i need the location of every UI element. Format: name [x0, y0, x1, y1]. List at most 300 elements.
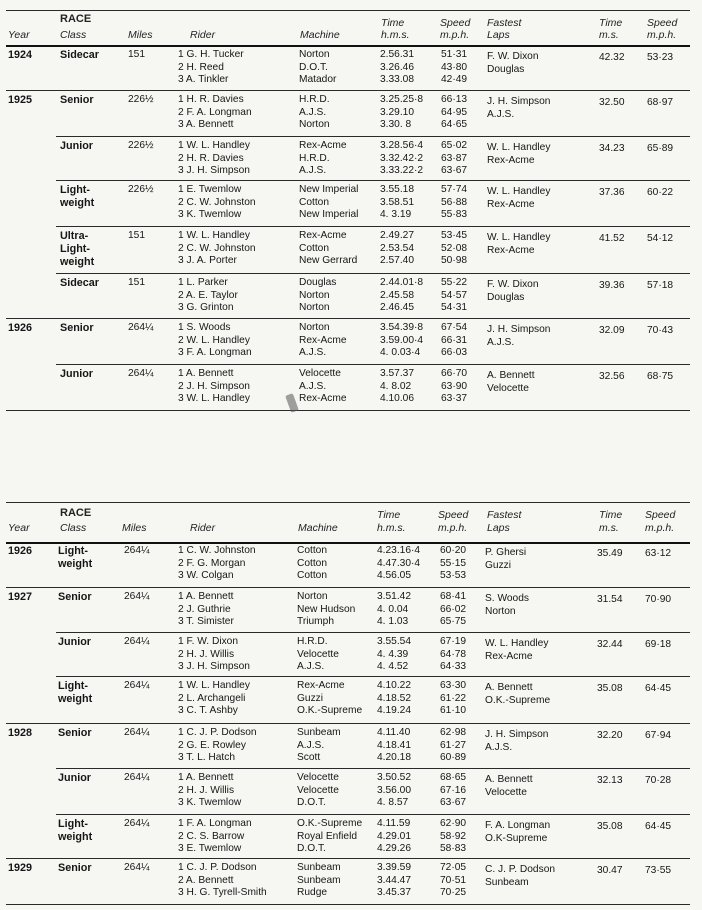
header-time: Time [377, 509, 401, 521]
race-class [58, 772, 118, 785]
result-rider: 2 H. J. Willis [178, 784, 235, 796]
result-rider: 1 G. H. Tucker [178, 49, 244, 60]
race-class-part: weight [58, 831, 93, 843]
header-race: RACE [60, 507, 92, 519]
result-time: 4.11.59 [377, 818, 411, 829]
race-year: 1925 [8, 94, 33, 106]
result-time: 3.33.22·2 [380, 165, 424, 176]
fastest-lap-machine: Sunbeam [485, 876, 529, 888]
header-miles: Miles [128, 29, 153, 41]
race-class [60, 49, 120, 62]
result-machine: D.O.T. [299, 61, 328, 73]
result-speed: 72·05 [440, 862, 467, 873]
result-time: 3.57.37 [380, 368, 414, 379]
race-class [60, 94, 120, 107]
result-machine: A.J.S. [299, 165, 327, 176]
race-class-part: Light- [58, 545, 88, 557]
fastest-lap-machine: Douglas [487, 63, 525, 75]
result-speed: 66·02 [440, 603, 467, 615]
race-miles: 264¼ [124, 680, 150, 691]
result-time: 4.18.52 [377, 692, 411, 704]
result-rider: 2 F. A. Longman [178, 106, 252, 118]
header-lap-time: Time [599, 509, 623, 521]
result-speed: 53·53 [440, 570, 467, 581]
result-machine: A.J.S. [299, 347, 327, 358]
header-lap-speed: Speed [645, 509, 676, 521]
result-machine: A.J.S. [297, 739, 325, 751]
result-machine: Norton [299, 322, 330, 333]
fastest-lap-speed: 70·43 [647, 325, 674, 336]
header-year: Year [8, 29, 30, 41]
result-speed: 54·57 [441, 289, 468, 301]
race-class-part: weight [58, 558, 93, 570]
result-time: 4.29.26 [377, 843, 411, 854]
result-speed: 70·51 [440, 874, 467, 886]
group-rule [56, 676, 690, 677]
result-speed: 43·80 [441, 61, 468, 73]
fastest-lap-time: 39.36 [599, 280, 625, 291]
result-machine: Cotton [297, 557, 328, 569]
fastest-lap-speed: 68·75 [647, 371, 674, 382]
fastest-lap-speed: 67·94 [645, 730, 672, 741]
fastest-lap-time: 32.50 [599, 97, 625, 108]
result-time: 4.20.18 [377, 752, 411, 763]
fastest-lap-speed: 73·55 [645, 865, 672, 876]
header-speed-unit: m.p.h. [438, 522, 468, 534]
result-time: 3.29.10 [380, 106, 414, 118]
fastest-lap-rider: A. Bennett [485, 682, 533, 693]
result-time: 3.45.37 [377, 887, 411, 898]
header-rule [6, 542, 690, 544]
header-race: RACE [60, 13, 92, 25]
race-class-part: weight [58, 693, 93, 705]
result-machine: Norton [297, 591, 328, 602]
fastest-lap-speed: 69·18 [645, 639, 672, 650]
fastest-lap-speed: 65·89 [647, 143, 674, 154]
result-time: 3.54.39·8 [380, 322, 424, 333]
race-miles: 264¼ [128, 368, 154, 379]
fastest-lap-rider: W. L. Handley [487, 142, 551, 153]
group-rule [56, 273, 690, 274]
race-class-part: Junior [60, 368, 93, 380]
race-class-part: Senior [58, 862, 92, 874]
race-class [60, 230, 120, 269]
header-year: Year [8, 522, 30, 534]
result-speed: 55·15 [440, 557, 467, 569]
header-speed: Speed [440, 17, 471, 29]
result-time: 3.25.25·8 [380, 94, 424, 105]
fastest-lap-speed: 68·97 [647, 97, 674, 108]
result-speed: 63·37 [441, 393, 468, 404]
result-time: 4.11.40 [377, 727, 411, 738]
result-time: 3.55.18 [380, 184, 414, 195]
result-speed: 68·41 [440, 591, 467, 602]
result-speed: 64·33 [440, 661, 467, 672]
result-machine: H.R.D. [299, 94, 330, 105]
fastest-lap-time: 34.23 [599, 143, 625, 154]
fastest-lap-machine: Rex-Acme [487, 154, 535, 166]
header-rider: Rider [190, 29, 216, 41]
result-machine: Sunbeam [297, 727, 341, 738]
race-class [60, 322, 120, 335]
group-rule [6, 318, 690, 319]
fastest-lap-machine: Rex-Acme [485, 650, 533, 662]
result-machine: Sunbeam [297, 874, 341, 886]
result-speed: 52·08 [441, 242, 468, 254]
race-year: 1928 [8, 727, 33, 739]
header-lap-speed-unit: m.p.h. [645, 522, 675, 534]
result-rider: 2 F. G. Morgan [178, 557, 246, 569]
result-rider: 3 G. Grinton [178, 302, 234, 313]
fastest-lap-speed: 63·12 [645, 548, 672, 559]
result-rider: 2 C. W. Johnston [178, 242, 256, 254]
result-time: 4. 0.04 [377, 603, 409, 615]
race-miles: 264¼ [124, 545, 150, 556]
result-rider: 2 H. R. Davies [178, 152, 244, 164]
fastest-lap-time: 32.56 [599, 371, 625, 382]
result-rider: 3 C. T. Ashby [178, 705, 238, 716]
result-machine: New Gerrard [299, 255, 358, 266]
result-speed: 61·10 [440, 705, 467, 716]
result-rider: 1 A. Bennett [178, 772, 234, 783]
result-machine: Matador [299, 74, 337, 85]
race-class-part: Senior [58, 591, 92, 603]
race-class-part: Senior [60, 94, 94, 106]
header-lap-time-unit: m.s. [599, 522, 619, 534]
result-machine: Rex-Acme [299, 334, 347, 346]
result-machine: A.J.S. [299, 106, 327, 118]
group-rule [56, 180, 690, 181]
header-laps: Laps [487, 29, 510, 41]
fastest-lap-rider: W. L. Handley [487, 232, 551, 243]
result-speed: 68·65 [440, 772, 467, 783]
result-machine: New Imperial [299, 209, 359, 220]
header-lap-speed: Speed [647, 17, 678, 29]
result-machine: H.R.D. [299, 152, 330, 164]
fastest-lap-rider: A. Bennett [487, 370, 535, 381]
fastest-lap-speed: 54·12 [647, 233, 674, 244]
result-rider: 3 A. Bennett [178, 119, 234, 130]
result-speed: 55·83 [441, 209, 468, 220]
result-machine: D.O.T. [297, 797, 326, 808]
group-rule [6, 723, 690, 724]
race-miles: 264¼ [124, 591, 150, 602]
result-machine: O.K.-Supreme [297, 818, 363, 829]
race-class [60, 184, 120, 210]
result-rider: 3 K. Twemlow [178, 209, 242, 220]
result-time: 2.56.31 [380, 49, 414, 60]
result-time: 4.29.01 [377, 830, 411, 842]
header-speed-unit: m.p.h. [440, 29, 470, 41]
result-machine: H.R.D. [297, 636, 328, 647]
result-time: 3.30. 8 [380, 119, 412, 130]
group-rule [56, 768, 690, 769]
fastest-lap-time: 37.36 [599, 187, 625, 198]
result-speed: 67·54 [441, 322, 468, 333]
result-speed: 61·22 [440, 692, 467, 704]
race-miles: 226½ [128, 184, 154, 195]
result-rider: 2 C. S. Barrow [178, 830, 245, 842]
race-class-part: Sidecar [60, 277, 100, 289]
result-rider: 2 G. E. Rowley [178, 739, 246, 751]
race-class-part: Light- [58, 818, 88, 830]
race-class [58, 727, 118, 740]
result-speed: 65·75 [440, 616, 467, 627]
race-miles: 264¼ [124, 818, 150, 829]
race-class-part: Junior [58, 636, 91, 648]
result-machine: Guzzi [297, 692, 324, 704]
result-time: 3.51.42 [377, 591, 411, 602]
fastest-lap-time: 32.44 [597, 639, 623, 650]
result-machine: Velocette [299, 368, 341, 379]
fastest-lap-rider: F. A. Longman [485, 820, 551, 831]
result-machine: Royal Enfield [297, 830, 358, 842]
race-class-part: Senior [58, 727, 92, 739]
result-rider: 2 W. L. Handley [178, 334, 250, 346]
result-rider: 1 A. Bennett [178, 368, 234, 379]
race-miles: 264¼ [124, 727, 150, 738]
fastest-lap-machine: O.K-Supreme [485, 832, 548, 844]
fastest-lap-rider: J. H. Simpson [487, 96, 551, 107]
race-class-part: Light- [60, 243, 90, 255]
fastest-lap-time: 35.08 [597, 683, 623, 694]
result-rider: 2 J. Guthrie [178, 603, 231, 615]
result-rider: 1 W. L. Handley [178, 140, 250, 151]
fastest-lap-rider: W. L. Handley [487, 186, 551, 197]
race-class-part: Ultra- [60, 230, 89, 242]
result-speed: 65·02 [441, 140, 468, 151]
result-speed: 62·90 [440, 818, 467, 829]
table-top-rule [6, 502, 690, 503]
result-time: 4.47.30·4 [377, 557, 421, 569]
fastest-lap-machine: A.J.S. [485, 741, 513, 753]
result-time: 4.18.41 [377, 739, 411, 751]
result-machine: Rex-Acme [299, 393, 347, 404]
header-time: Time [381, 17, 405, 29]
result-time: 3.56.00 [377, 784, 411, 796]
header-lap-time: Time [599, 17, 623, 29]
result-rider: 1 E. Twemlow [178, 184, 242, 195]
result-machine: Velocette [297, 648, 339, 660]
header-miles: Miles [122, 522, 147, 534]
result-time: 3.58.51 [380, 196, 414, 208]
fastest-lap-speed: 64·45 [645, 683, 672, 694]
result-machine: A.J.S. [297, 661, 325, 672]
result-machine: Sunbeam [297, 862, 341, 873]
result-speed: 51·31 [441, 49, 468, 60]
result-machine: Cotton [297, 570, 328, 581]
fastest-lap-time: 30.47 [597, 865, 623, 876]
race-miles: 264¼ [128, 322, 154, 333]
race-year: 1926 [8, 545, 33, 557]
result-time: 3.33.08 [380, 74, 414, 85]
result-speed: 66·70 [441, 368, 468, 379]
result-machine: A.J.S. [299, 380, 327, 392]
race-class-part: weight [60, 197, 95, 209]
result-machine: Scott [297, 752, 321, 763]
result-time: 4. 8.02 [380, 380, 412, 392]
result-machine: Norton [299, 49, 330, 60]
result-speed: 67·19 [440, 636, 467, 647]
fastest-lap-speed: 57·18 [647, 280, 674, 291]
result-machine: New Imperial [299, 184, 359, 195]
result-rider: 1 F. A. Longman [178, 818, 252, 829]
result-rider: 1 F. W. Dixon [178, 636, 239, 647]
result-rider: 3 F. A. Longman [178, 347, 252, 358]
race-miles: 151 [128, 49, 145, 60]
result-rider: 1 C. J. P. Dodson [178, 727, 257, 738]
result-speed: 42·49 [441, 74, 468, 85]
result-time: 4. 1.03 [377, 616, 409, 627]
result-speed: 63·30 [440, 680, 467, 691]
result-speed: 60·89 [440, 752, 467, 763]
result-speed: 55·22 [441, 277, 468, 288]
group-rule [56, 136, 690, 137]
result-rider: 2 J. H. Simpson [178, 380, 250, 392]
fastest-lap-machine: A.J.S. [487, 108, 515, 120]
result-speed: 66·03 [441, 347, 468, 358]
result-rider: 1 L. Parker [178, 277, 228, 288]
fastest-lap-rider: F. W. Dixon [487, 51, 539, 62]
result-machine: O.K.-Supreme [297, 705, 363, 716]
result-rider: 2 A. Bennett [178, 874, 234, 886]
race-class [58, 636, 118, 649]
result-machine: Norton [299, 302, 330, 313]
race-year: 1927 [8, 591, 33, 603]
race-class-part: Light- [58, 680, 88, 692]
race-year: 1929 [8, 862, 33, 874]
result-speed: 60·20 [440, 545, 467, 556]
race-class-part: Junior [58, 772, 91, 784]
result-speed: 63·67 [440, 797, 467, 808]
race-class [58, 818, 118, 844]
fastest-lap-speed: 70·28 [645, 775, 672, 786]
fastest-lap-time: 35.49 [597, 548, 623, 559]
race-miles: 151 [128, 277, 145, 288]
result-rider: 3 W. Colgan [178, 570, 234, 581]
fastest-lap-speed: 60·22 [647, 187, 674, 198]
race-class [58, 545, 118, 571]
result-machine: Rex-Acme [299, 230, 347, 241]
result-time: 3.32.42·2 [380, 152, 424, 164]
race-miles: 264¼ [124, 862, 150, 873]
race-year: 1926 [8, 322, 33, 334]
fastest-lap-time: 32.13 [597, 775, 623, 786]
result-machine: Triumph [297, 616, 334, 627]
header-machine: Machine [300, 29, 340, 41]
result-rider: 1 W. L. Handley [178, 230, 250, 241]
result-speed: 56·88 [441, 196, 468, 208]
result-machine: Norton [299, 119, 330, 130]
fastest-lap-time: 35.08 [597, 821, 623, 832]
result-time: 4. 4.39 [377, 648, 409, 660]
result-speed: 63·67 [441, 165, 468, 176]
result-speed: 57·74 [441, 184, 468, 195]
race-class-part: Sidecar [60, 49, 100, 61]
result-rider: 3 E. Twemlow [178, 843, 242, 854]
result-speed: 61·27 [440, 739, 467, 751]
result-rider: 3 W. L. Handley [178, 393, 250, 404]
result-speed: 64·95 [441, 106, 468, 118]
fastest-lap-time: 32.09 [599, 325, 625, 336]
result-speed: 58·92 [440, 830, 467, 842]
result-rider: 1 A. Bennett [178, 591, 234, 602]
race-class [58, 862, 118, 875]
result-time: 4. 4.52 [377, 661, 409, 672]
result-speed: 63·87 [441, 152, 468, 164]
fastest-lap-rider: J. H. Simpson [485, 729, 549, 740]
fastest-lap-machine: A.J.S. [487, 336, 515, 348]
result-speed: 64·78 [440, 648, 467, 660]
header-class: Class [60, 29, 87, 41]
result-machine: Rex-Acme [297, 680, 345, 691]
fastest-lap-rider: S. Woods [485, 593, 529, 604]
fastest-lap-rider: A. Bennett [485, 774, 533, 785]
fastest-lap-time: 41.52 [599, 233, 625, 244]
result-rider: 2 H. J. Willis [178, 648, 235, 660]
result-time: 2.49.27 [380, 230, 414, 241]
result-speed: 62·98 [440, 727, 467, 738]
header-lap-speed-unit: m.p.h. [647, 29, 677, 41]
group-rule [6, 904, 690, 905]
result-rider: 1 H. R. Davies [178, 94, 244, 105]
result-time: 4. 8.57 [377, 797, 409, 808]
result-time: 3.39.59 [377, 862, 411, 873]
group-rule [56, 814, 690, 815]
fastest-lap-rider: J. H. Simpson [487, 324, 551, 335]
result-rider: 3 J. A. Porter [178, 255, 237, 266]
result-time: 4.10.22 [377, 680, 411, 691]
fastest-lap-time: 42.32 [599, 52, 625, 63]
result-rider: 2 C. W. Johnston [178, 196, 256, 208]
race-miles: 226½ [128, 94, 154, 105]
result-time: 4.23.16·4 [377, 545, 421, 556]
result-machine: Douglas [299, 277, 337, 288]
result-time: 3.26.46 [380, 61, 414, 73]
result-time: 3.50.52 [377, 772, 411, 783]
fastest-lap-time: 32.20 [597, 730, 623, 741]
result-machine: Cotton [297, 545, 328, 556]
result-machine: Cotton [299, 242, 330, 254]
result-machine: Velocette [297, 772, 339, 783]
race-class [60, 368, 120, 381]
header-rider: Rider [190, 522, 216, 534]
fastest-lap-speed: 53·23 [647, 52, 674, 63]
result-speed: 54·31 [441, 302, 468, 313]
result-speed: 66·13 [441, 94, 468, 105]
fastest-lap-speed: 64·45 [645, 821, 672, 832]
race-class-part: weight [60, 256, 95, 268]
race-miles: 151 [128, 230, 145, 241]
header-time-unit: h.m.s. [377, 522, 406, 534]
result-speed: 66·31 [441, 334, 468, 346]
result-rider: 1 W. L. Handley [178, 680, 250, 691]
header-fastest: Fastest [487, 509, 522, 521]
race-class [58, 591, 118, 604]
race-miles: 226½ [128, 140, 154, 151]
group-rule [6, 410, 690, 411]
result-machine: D.O.T. [297, 843, 326, 854]
result-time: 2.46.45 [380, 302, 414, 313]
fastest-lap-machine: Douglas [487, 291, 525, 303]
result-rider: 3 K. Twemlow [178, 797, 242, 808]
fastest-lap-rider: W. L. Handley [485, 638, 549, 649]
result-rider: 2 L. Archangeli [178, 692, 246, 704]
result-time: 3.59.00·4 [380, 334, 424, 346]
header-class: Class [60, 522, 87, 534]
result-rider: 3 H. G. Tyrell-Smith [178, 887, 267, 898]
result-time: 4.19.24 [377, 705, 411, 716]
